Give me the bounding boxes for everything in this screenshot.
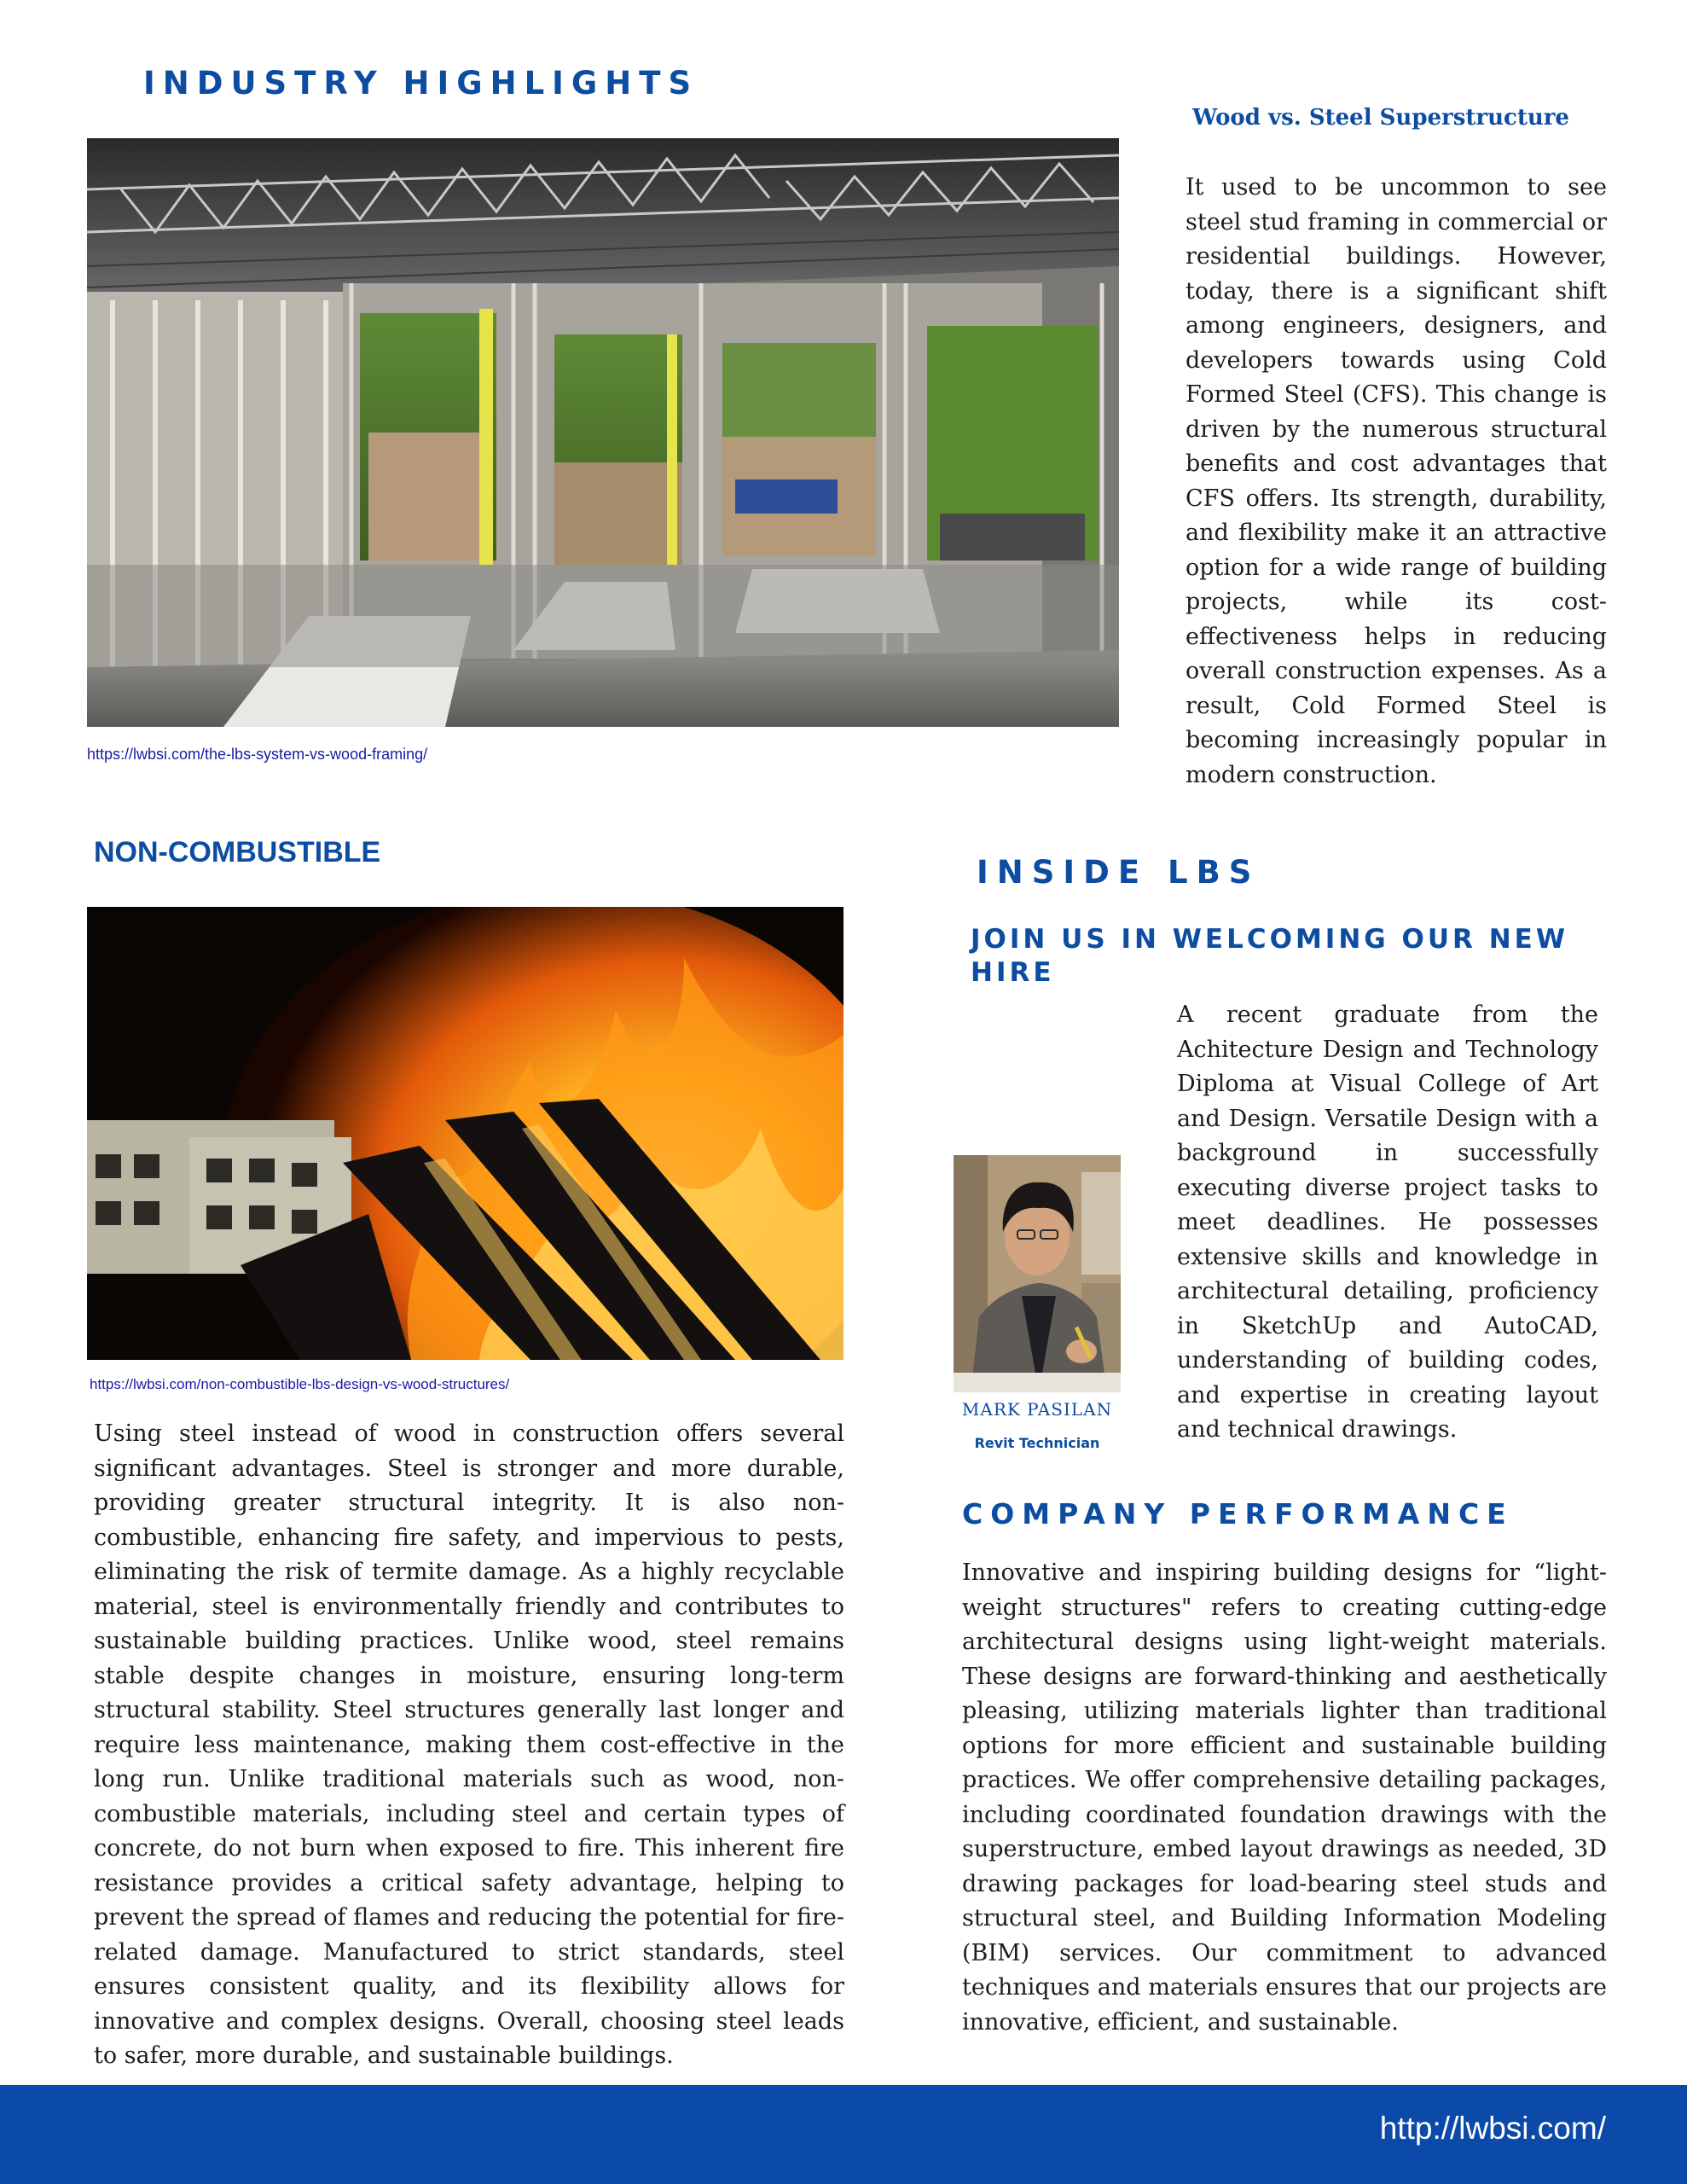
inside-lbs-heading: INSIDE LBS	[977, 854, 1261, 891]
footer-bar	[0, 2085, 1687, 2184]
non-combustible-image-link[interactable]: https://lwbsi.com/non-combustible-lbs-design-vs-wood-structures/	[90, 1376, 510, 1392]
non-combustible-body: Using steel instead of wood in construction offers several significant advantages. Steel is stronger and more durable, providing greater structural integrity. It is also non-combustible, enhancing fire safety, and impervious to pests, eliminating the risk of termite damage. As a highly recyclable material, steel is environmentally friendly and contributes to sustainable building practices. Unlike wood, steel remains stable despite changes in moisture, ensuring long-term structural stability. Steel structures generally last longer and require less maintenance, making them cost-effective in the long run. Unlike traditional materials such as wood, non-combustible materials, including steel and certain types of concrete, do not burn when exposed to fire. This inherent fire resistance provides a critical safety advantage, helping to prevent the spread of flames and reducing the potential for fire-related damage. Manufactured to strict standards, steel ensures consistent quality, and its flexibility allows for innovative and complex designs. Overall, choosing steel leads to safer, more durable, and sustainable buildings.	[94, 1420, 844, 2069]
burning-building-photo	[87, 907, 844, 1360]
new-hire-role: Revit Technician	[974, 1435, 1100, 1451]
footer-website-link[interactable]: http://lwbsi.com/	[1379, 2111, 1606, 2146]
steel-framing-photo	[87, 138, 1119, 727]
new-hire-photo	[954, 1155, 1121, 1392]
new-hire-body: A recent graduate from the Achitecture Design and Technology Diploma at Visual College of Art and Design. Versatile Design with a background in successfully executing diverse project tasks to meet deadlines. He possesses extensive skills and knowledge in architectural detailing, proficiency in SketchUp and AutoCAD, understanding of building codes, and expertise in creating layout and technical drawings.	[1177, 1002, 1598, 1443]
company-performance-heading: COMPANY PERFORMANCE	[962, 1497, 1514, 1531]
framing-image-link[interactable]: https://lwbsi.com/the-lbs-system-vs-wood-framing/	[87, 746, 428, 763]
industry-highlights-heading: INDUSTRY HIGHLIGHTS	[143, 65, 699, 102]
new-hire-name: MARK PASILAN	[961, 1399, 1113, 1420]
new-hire-subheading: JOIN US IN WELCOMING OUR NEW HIRE	[971, 924, 1569, 988]
article-title: Wood vs. Steel Superstructure	[1192, 105, 1569, 131]
article-body: It used to be uncommon to see steel stud framing in commercial or residential buildings. However, today, there is a significant shift among engineers, designers, and developers towards using Cold Formed Steel (CFS). This change is driven by the numerous structural benefits and cost advantages that CFS offers. Its strength, durability, and flexibility make it an attractive option for a wide range of building projects, while its cost-effectiveness helps in reducing overall construction expenses. As a result, Cold Formed Steel is becoming increasingly popular in modern construction.	[1186, 174, 1607, 788]
non-combustible-heading: NON-COMBUSTIBLE	[94, 836, 381, 868]
company-performance-body: Innovative and inspiring building designs for “light-weight structures" refers to creating cutting-edge architectural designs using light-weight materials. These designs are forward-thinking and aesthetically pleasing, utilizing materials lighter than traditional options for more efficient and sustainable building practices. We offer comprehensive detailing packages, including coordinated foundation drawings with the superstructure, embed layout drawings as needed, 3D drawing packages for load-bearing steel studs and structural steel, and Building Information Modeling (BIM) services. Our commitment to advanced techniques and materials ensures that our projects are innovative, efficient, and sustainable.	[962, 1560, 1607, 2036]
